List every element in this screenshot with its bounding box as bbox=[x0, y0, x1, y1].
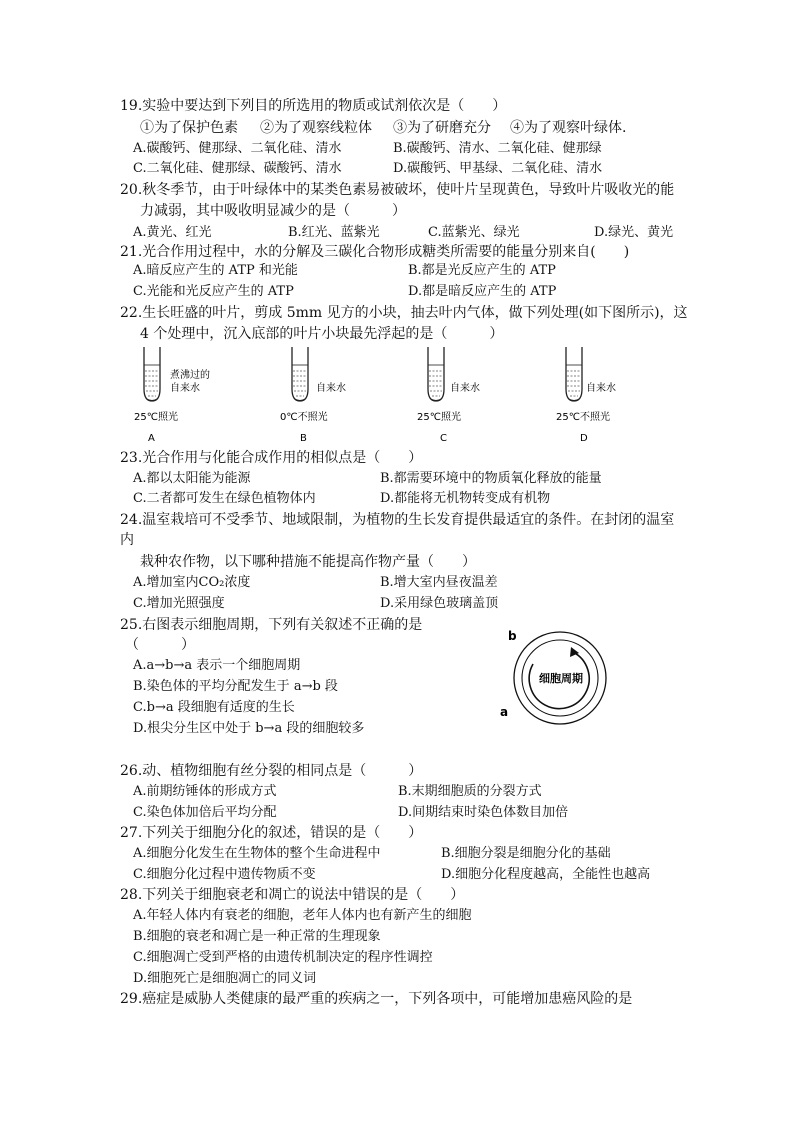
q19-purpose-3: ③为了研磨充分 bbox=[393, 120, 491, 136]
tube-a bbox=[134, 347, 210, 444]
tube-d-letter: D bbox=[580, 433, 588, 444]
q20-stem-line2: 力减弱，其中吸收明显减少的是（ ） bbox=[140, 203, 406, 219]
tube-d-liquid: 自来水 bbox=[586, 383, 616, 394]
q24-stem-line1: 24.温室栽培可不受季节、地域限制，为植物的生长发育提供最适宜的条件。在封闭的温室 bbox=[120, 512, 675, 528]
q22-tubes-figure bbox=[120, 345, 640, 445]
q26-option-d: D.间期结束时染色体数目加倍 bbox=[398, 805, 569, 820]
q27-stem: 27.下列关于细胞分化的叙述，错误的是（ ） bbox=[120, 825, 423, 841]
q28-option-c: C.细胞凋亡受到严格的由遗传机制决定的程序性调控 bbox=[133, 950, 433, 965]
q28-option-a: A.年轻人体内有衰老的细胞，老年人体内也有新产生的细胞 bbox=[133, 908, 472, 923]
q24-stem-line2: 栽种农作物，以下哪种措施不能提高作物产量（ ） bbox=[140, 554, 476, 570]
q23-option-b: B.都需要环境中的物质氧化释放的能量 bbox=[380, 471, 602, 486]
tube-a-letter: A bbox=[148, 433, 155, 444]
q25-option-d: D.根尖分生区中处于 b→a 段的细胞较多 bbox=[133, 721, 365, 736]
q20-option-b: B.红光、蓝紫光 bbox=[288, 225, 380, 240]
q25-option-b: B.染色体的平均分配发生于 a→b 段 bbox=[133, 679, 338, 694]
q25-answer-paren: （ ） bbox=[125, 637, 195, 653]
q28-option-d: D.细胞死亡是细胞凋亡的同义词 bbox=[133, 971, 317, 986]
q28-option-b: B.细胞的衰老和凋亡是一种正常的生理现象 bbox=[133, 929, 381, 944]
q21-option-d: D.都是暗反应产生的 ATP bbox=[408, 284, 557, 299]
tube-c-letter: C bbox=[440, 433, 447, 444]
q26-option-b: B.末期细胞质的分裂方式 bbox=[398, 784, 542, 799]
q23-option-d: D.都能将无机物转变成有机物 bbox=[380, 491, 551, 506]
q26-option-a: A.前期纺锤体的形成方式 bbox=[133, 784, 277, 799]
q28-stem: 28.下列关于细胞衰老和凋亡的说法中错误的是（ ） bbox=[120, 887, 465, 903]
tube-a-liquid-2: 自来水 bbox=[170, 383, 200, 394]
q19-option-b: B.碳酸钙、清水、二氧化硅、健那绿 bbox=[393, 141, 602, 156]
q19-option-d: D.碳酸钙、甲基绿、二氧化硅、清水 bbox=[393, 161, 603, 176]
q20-option-a: A.黄光、红光 bbox=[133, 225, 212, 240]
q21-stem: 21.光合作用过程中，水的分解及三碳化合物形成糖类所需要的能量分别来自( ) bbox=[120, 244, 630, 260]
q19-option-a: A.碳酸钙、健那绿、二氧化硅、清水 bbox=[133, 141, 342, 156]
q20-option-c: C.蓝紫光、绿光 bbox=[428, 225, 520, 240]
tube-d-condition: 25℃不照光 bbox=[556, 412, 610, 423]
q21-option-b: B.都是光反应产生的 ATP bbox=[408, 263, 556, 278]
q19-option-c: C.二氧化硅、健那绿、碳酸钙、清水 bbox=[133, 161, 342, 176]
q22-stem-line1: 22.生长旺盛的叶片，剪成 5mm 见方的小块，抽去叶内气体，做下列处理(如下图所示)，这 bbox=[120, 305, 688, 321]
tube-a-condition: 25℃照光 bbox=[134, 412, 178, 423]
q24-stem-line1b: 内 bbox=[120, 532, 134, 548]
q19-purpose-1: ①为了保护色素 bbox=[140, 120, 238, 136]
q19-purpose-2: ②为了观察线粒体 bbox=[260, 120, 372, 136]
q29-stem: 29.癌症是威胁人类健康的最严重的疾病之一，下列各项中，可能增加患癌风险的是 bbox=[120, 991, 633, 1007]
tube-b-liquid: 自来水 bbox=[316, 383, 346, 394]
q24-option-d: D.采用绿色玻璃盖顶 bbox=[380, 596, 499, 611]
tube-c-liquid: 自来水 bbox=[450, 383, 480, 394]
q24-option-c: C.增加光照强度 bbox=[133, 596, 225, 611]
q24-option-b: B.增大室内昼夜温差 bbox=[380, 575, 498, 590]
q25-option-c: C.b→a 段细胞有适度的生长 bbox=[133, 700, 295, 715]
q22-stem-line2: 4 个处理中，沉入底部的叶片小块最先浮起的是（ ） bbox=[140, 326, 504, 342]
label-a: a bbox=[500, 705, 509, 719]
tube-b bbox=[280, 347, 346, 444]
tube-b-condition: 0℃不照光 bbox=[280, 412, 328, 423]
q26-option-c: C.染色体加倍后平均分配 bbox=[133, 805, 277, 820]
q20-option-d: D.绿光、黄光 bbox=[594, 225, 674, 240]
q19-stem: 19.实验中要达到下列目的所选用的物质或试剂依次是（ ） bbox=[120, 98, 507, 114]
q26-stem: 26.动、植物细胞有丝分裂的相同点是（ ） bbox=[120, 763, 423, 779]
q25-stem: 25.右图表示细胞周期，下列有关叙述不正确的是 bbox=[120, 617, 423, 633]
q19-purpose-4: ④为了观察叶绿体. bbox=[510, 120, 627, 136]
q25-option-a: A.a→b→a 表示一个细胞周期 bbox=[133, 658, 301, 673]
q21-option-c: C.光能和光反应产生的 ATP bbox=[133, 284, 294, 299]
q27-option-d: D.细胞分化程度越高，全能性也越高 bbox=[441, 867, 651, 882]
q23-option-a: A.都以太阳能为能源 bbox=[133, 471, 251, 486]
tube-d bbox=[556, 347, 616, 444]
q27-option-c: C.细胞分化过程中遗传物质不变 bbox=[133, 867, 316, 882]
cell-cycle-label: 细胞周期 bbox=[539, 672, 583, 685]
tube-a-liquid-1: 煮沸过的 bbox=[170, 370, 210, 381]
q27-option-b: B.细胞分裂是细胞分化的基础 bbox=[441, 846, 611, 861]
label-b: b bbox=[508, 629, 517, 643]
tube-c bbox=[417, 347, 480, 444]
q25-cell-cycle-figure bbox=[495, 620, 635, 725]
q23-stem: 23.光合作用与化能合成作用的相似点是（ ） bbox=[120, 450, 423, 466]
q24-option-a: A.增加室内CO₂浓度 bbox=[133, 575, 251, 590]
tube-c-condition: 25℃照光 bbox=[417, 412, 461, 423]
q20-stem-line1: 20.秋冬季节，由于叶绿体中的某类色素易被破坏，使叶片呈现黄色，导致叶片吸收光的能 bbox=[120, 182, 675, 198]
q23-option-c: C.二者都可发生在绿色植物体内 bbox=[133, 491, 316, 506]
q27-option-a: A.细胞分化发生在生物体的整个生命进程中 bbox=[133, 846, 381, 861]
tube-b-letter: B bbox=[300, 433, 307, 444]
q21-option-a: A.暗反应产生的 ATP 和光能 bbox=[133, 263, 298, 278]
